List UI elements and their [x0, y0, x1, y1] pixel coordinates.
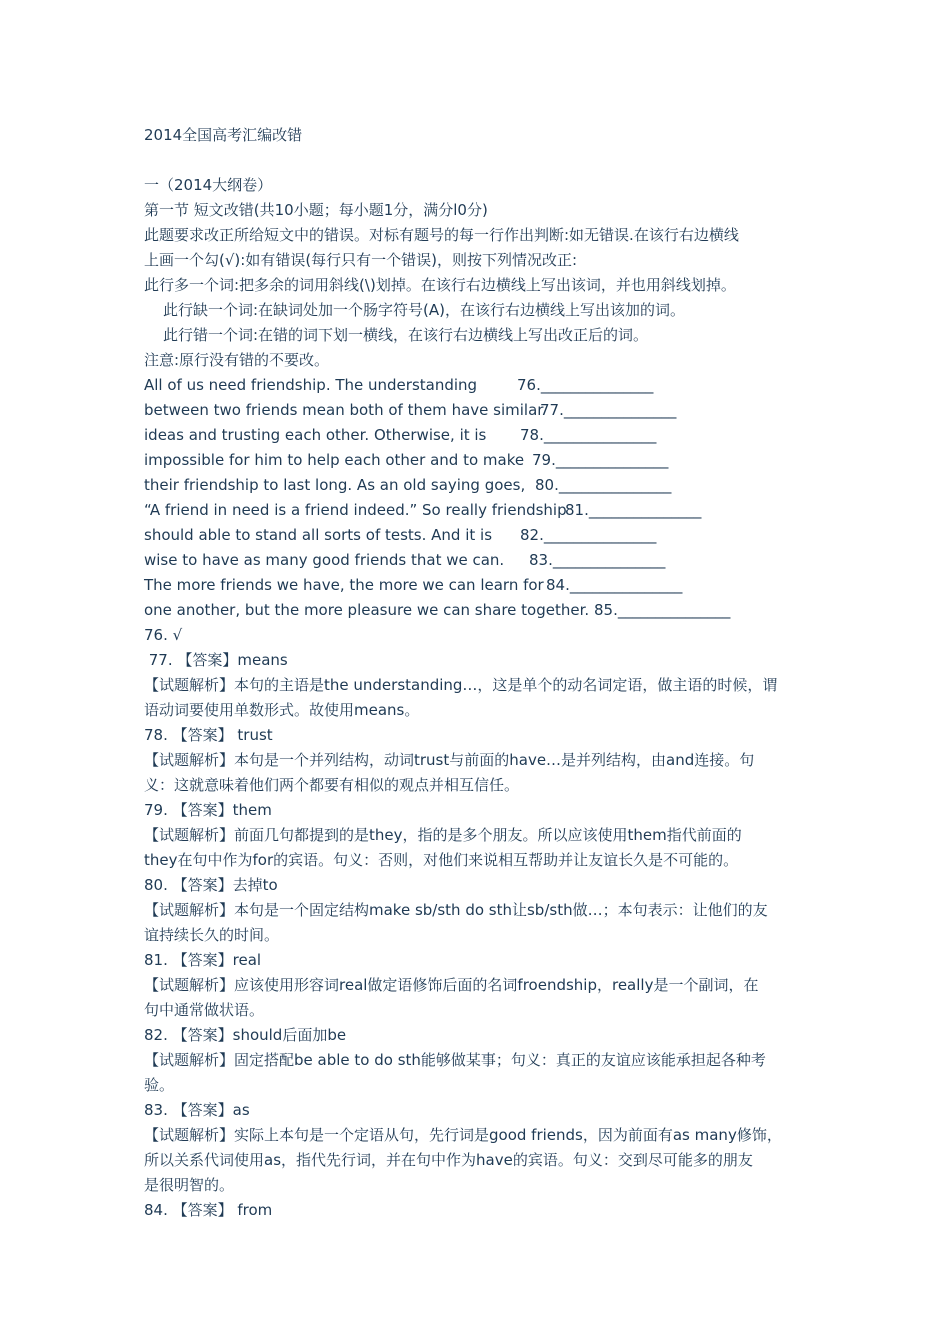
answer-77: 77. 【答案】means	[144, 651, 288, 669]
answer-83: 83. 【答案】as	[144, 1101, 250, 1119]
answer-blank: 80._______________	[535, 476, 672, 494]
exercise-line	[144, 398, 816, 423]
answer-82: 82. 【答案】should后面加be	[144, 1026, 347, 1044]
explanation-83-cont: 所以关系代词使用as，指代先行词，并在句中作为have的宾语。句义：交到尽可能多的朋友	[144, 1151, 753, 1169]
exercise-text: wise to have as many good friends that we can.	[144, 551, 505, 569]
exercise-text: ideas and trusting each other. Otherwise, it is	[144, 426, 487, 444]
exercise-line	[144, 498, 816, 523]
answer-blank: 83._______________	[529, 551, 666, 569]
answer-84: 84. 【答案】 from	[144, 1201, 273, 1219]
exercise-text: All of us need friendship. The understanding	[144, 376, 478, 394]
explanation-79-cont: they在句中作为for的宾语。句义：否则，对他们来说相互帮助并让友谊长久是不可能的。	[144, 851, 739, 869]
exercise-line	[144, 548, 816, 573]
exercise-text: their friendship to last long. As an old saying goes,	[144, 476, 526, 494]
instructions-line-1: 此题要求改正所给短文中的错误。对标有题号的每一行作出判断:如无错误.在该行右边横线	[144, 226, 739, 244]
exercise-text: The more friends we have, the more we can learn for	[144, 576, 544, 594]
instruction-wrong-word: 此行错一个词:在错的词下划一横线，在该行右边横线上写出改正后的词。	[163, 326, 649, 344]
document-title: 2014全国高考汇编改错	[144, 126, 303, 144]
exercise-line	[144, 423, 816, 448]
explanation-81-cont: 句中通常做状语。	[144, 1001, 265, 1019]
explanation-77-cont: 语动词要使用单数形式。故使用means。	[144, 701, 420, 719]
instruction-missing-word: 此行缺一个词:在缺词处加一个肠字符号(A)，在该行右边横线上写出该加的词。	[163, 301, 686, 319]
explanation-77: 【试题解析】本句的主语是the understanding…，这是单个的动名词定语，做主语的时候，谓	[144, 676, 778, 694]
explanation-80: 【试题解析】本句是一个固定结构make sb/sth do sth让sb/sth做…；本句表示：让他们的友	[144, 901, 768, 919]
instruction-extra-word: 此行多一个词:把多余的词用斜线(\)划掉。在该行右边横线上写出该词，并也用斜线划掉。	[144, 276, 736, 294]
answer-76: 76. √	[144, 626, 183, 644]
answer-blank: 77._______________	[540, 401, 677, 419]
answer-blank: 84._______________	[546, 576, 683, 594]
exercise-text: impossible for him to help each other and to make	[144, 451, 525, 469]
answer-blank: 81._______________	[565, 501, 702, 519]
explanation-80-cont: 谊持续长久的时间。	[144, 926, 280, 944]
explanation-78: 【试题解析】本句是一个并列结构，动词trust与前面的have…是并列结构，由and连接。句	[144, 751, 755, 769]
explanation-83: 【试题解析】实际上本句是一个定语从句，先行词是good friends，因为前面有as many修饰，	[144, 1126, 782, 1144]
exercise-text: between two friends mean both of them have similar	[144, 401, 544, 419]
answer-blank: 82._______________	[520, 526, 657, 544]
answer-78: 78. 【答案】 trust	[144, 726, 273, 744]
exercise-line	[144, 373, 816, 398]
explanation-81: 【试题解析】应该使用形容词real做定语修饰后面的名词froendship，really是一个副词，在	[144, 976, 759, 994]
exercise-line	[144, 573, 816, 598]
answer-79: 79. 【答案】them	[144, 801, 272, 819]
exercise-line	[144, 523, 816, 548]
exercise-line	[144, 448, 816, 473]
answer-blank: 79._______________	[532, 451, 669, 469]
explanation-82: 【试题解析】固定搭配be able to do sth能够做某事；句义：真正的友谊应该能承担起各种考	[144, 1051, 766, 1069]
exercise-line	[144, 473, 816, 498]
explanation-79: 【试题解析】前面几句都提到的是they，指的是多个朋友。所以应该使用them指代前面的	[144, 826, 742, 844]
instructions-line-2: 上画一个勾(√):如有错误(每行只有一个错误)，则按下列情况改正:	[144, 251, 578, 269]
exercise-text: “A friend in need is a friend indeed.” So really friendship	[144, 501, 567, 519]
answer-blank: 76._______________	[517, 376, 654, 394]
explanation-78-cont: 义：这就意味着他们两个都要有相似的观点并相互信任。	[144, 776, 520, 794]
answer-80: 80. 【答案】去掉to	[144, 876, 278, 894]
instruction-note: 注意:原行没有错的不要改。	[144, 351, 330, 369]
answer-blank: 85._______________	[594, 601, 731, 619]
part-heading: 第一节 短文改错(共10小题；每小题1分，满分l0分)	[144, 201, 488, 219]
exercise-text: should able to stand all sorts of tests. And it is	[144, 526, 493, 544]
spacer	[144, 148, 816, 173]
exercise-line	[144, 598, 816, 623]
explanation-83-cont: 是很明智的。	[144, 1176, 235, 1194]
document-body	[144, 123, 816, 1223]
exercise-text: one another, but the more pleasure we can share together.	[144, 601, 590, 619]
section-heading: 一（2014大纲卷）	[144, 176, 273, 194]
answer-blank: 78._______________	[520, 426, 657, 444]
answer-81: 81. 【答案】real	[144, 951, 262, 969]
explanation-82-cont: 验。	[144, 1076, 175, 1094]
